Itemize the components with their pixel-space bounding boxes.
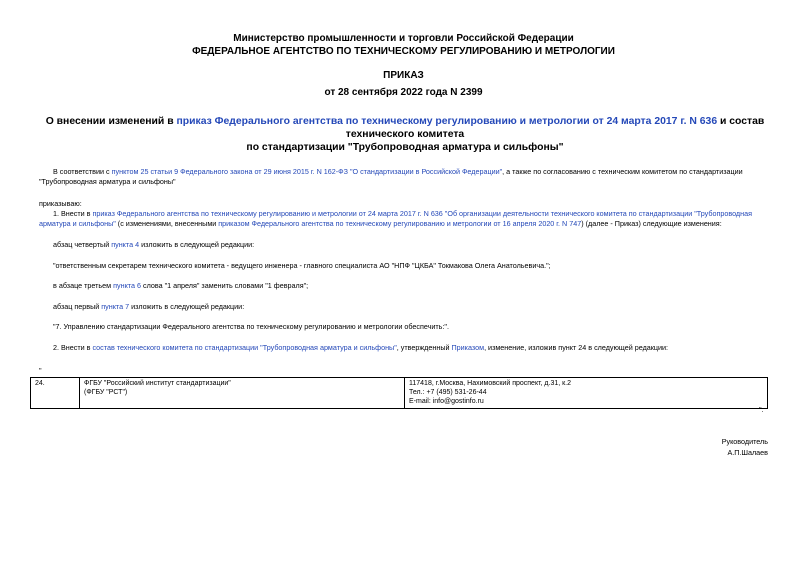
committee-link[interactable]: состав технического комитета по стандартизации "Трубопроводная арматура и сильфоны" [92,343,397,352]
order-636-link[interactable]: арматура и сильфоны" [39,219,116,228]
document-title [30,115,780,154]
paragraph-a [53,240,254,249]
title-text: и состав технического комитета [345,116,765,140]
item-text: ) (далее - Приказ) следующие изменения: [581,219,722,228]
item-text: 1. Внести в [53,209,93,218]
point-4-link[interactable]: пункта 4 [111,240,140,249]
item-text: , утвержденный [396,343,452,352]
quote-a: "ответственным секретарем технического комитета - ведущего инженера - главного специалиста АО "НПФ "ЦКБА" Токмакова Олега Анатольевича."; [53,261,551,270]
paragraph-b [53,281,308,290]
order-word: приказываю: [39,199,82,208]
order-link[interactable]: Приказом [451,343,485,352]
para-text: абзац первый [53,302,102,311]
item-text: 2. Внести в [53,343,93,352]
title-text: О внесении изменений в [45,116,177,127]
table-row [31,378,768,409]
para-text: изложить в следующей редакции: [129,302,245,311]
preamble-text: В соответствии с [53,167,112,176]
item-text: , изменение, изложив пункт 24 в следующей редакции: [484,343,669,352]
signature-role: Руководитель [721,437,768,446]
item-1-line2 [39,219,722,228]
para-text: в абзаце третьем [53,281,114,290]
para-text: абзац четвертый [53,240,112,249]
org-phone: Тел.: +7 (495) 531-26-44 [409,389,487,396]
para-text: слова "1 апреля" заменить словами "1 февраля"; [141,281,309,290]
contacts-cell [405,378,768,409]
order-747-link[interactable]: приказом Федерального агентства по техническому регулированию и метрологии от 16 апреля 2020 г. N 747 [218,219,582,228]
org-short-name: (ФГБУ "РСТ") [84,389,128,396]
item-1 [53,209,752,218]
point-7-link[interactable]: пункта 7 [101,302,130,311]
organization-cell [80,378,405,409]
document-date-number: от 28 сентября 2022 года N 2399 [324,87,483,98]
ministry-name: Министерство промышленности и торговли Российской Федерации [233,33,574,44]
document-type: ПРИКАЗ [383,70,424,81]
org-address: 117418, г.Москва, Нахимовский проспект, д.31, к.2 [409,380,572,387]
preamble-line2: "Трубопроводная арматура и сильфоны" [39,177,176,186]
preamble [53,167,743,176]
committee-table [30,377,768,409]
signature-name: А.П.Шалаев [727,448,768,457]
order-636-link[interactable]: приказ Федерального агентства по техническому регулированию и метрологии от 24 марта 2017 г. N 636 "Об организации деятельности технического комитета по стандартизации "Трубопроводная [92,209,752,218]
agency-name: ФЕДЕРАЛЬНОЕ АГЕНТСТВО ПО ТЕХНИЧЕСКОМУ РЕГУЛИРОВАНИЮ И МЕТРОЛОГИИ [192,46,615,57]
point-6-link[interactable]: пункта 6 [113,281,142,290]
quote-c: "7. Управлению стандартизации Федерального агентства по техническому регулированию и метрологии обеспечить:". [53,322,449,331]
preamble-text: , а также по согласованию с техническим комитетом по стандартизации [502,167,743,176]
org-email: E-mail: info@gostinfo.ru [409,398,484,405]
table-open-quote: " [39,366,42,375]
title-link[interactable]: приказ Федерального агентства по техническому регулированию и метрологии от 24 марта 2017 г. N 636 [176,116,718,127]
org-name: ФГБУ "Российский институт стандартизации" [84,380,231,387]
table-close-quote: ". [759,405,764,414]
item-text: (с изменениями, внесенными [115,219,219,228]
item-2 [53,343,668,352]
paragraph-c [53,302,244,311]
law-link[interactable]: пунктом 25 статьи 9 Федерального закона от 29 июня 2015 г. N 162-ФЗ "О стандартизации в Российской Федерации" [111,167,503,176]
row-number: 24. [31,378,80,409]
para-text: изложить в следующей редакции: [139,240,255,249]
title-text: по стандартизации "Трубопроводная арматура и сильфоны" [246,142,564,153]
